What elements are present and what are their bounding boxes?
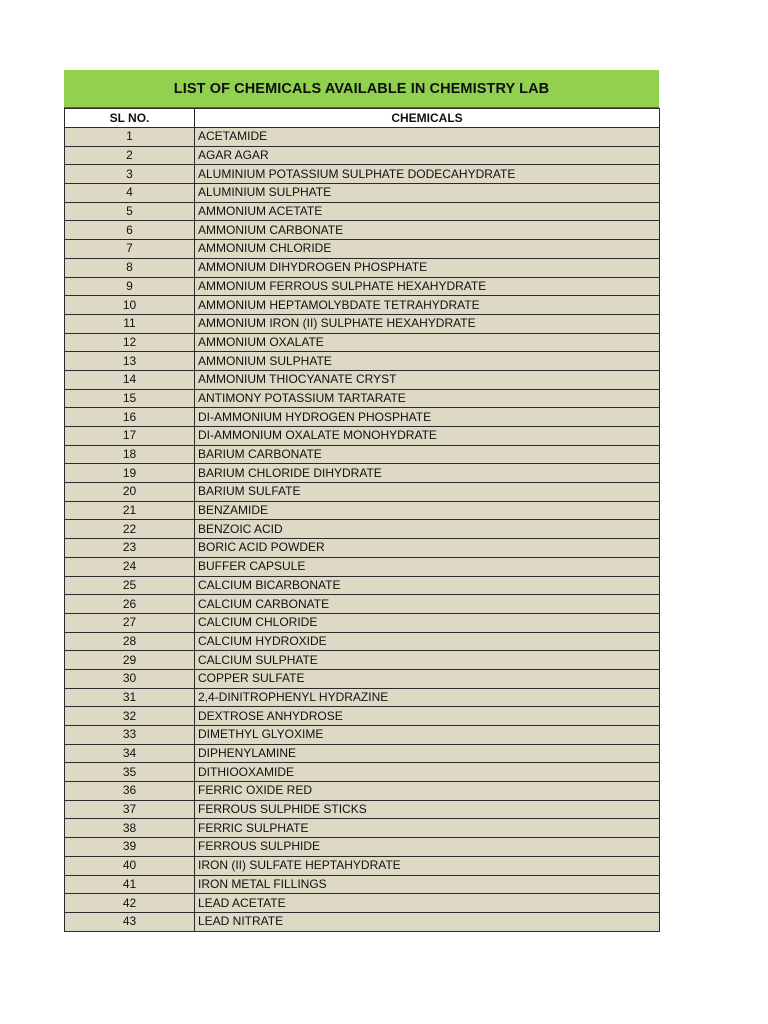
chemical-name-cell: CALCIUM CARBONATE (195, 595, 660, 614)
sl-no-cell: 3 (65, 165, 195, 184)
chemical-name-cell: AMMONIUM THIOCYANATE CRYST (195, 370, 660, 389)
sl-no-cell: 43 (65, 912, 195, 931)
table-body (65, 128, 660, 932)
sl-no-cell: 38 (65, 819, 195, 838)
chemical-name-cell: DITHIOOXAMIDE (195, 763, 660, 782)
table-row (65, 744, 660, 763)
chemical-name-cell: DI-AMMONIUM OXALATE MONOHYDRATE (195, 427, 660, 446)
chemical-name-cell: IRON (II) SULFATE HEPTAHYDRATE (195, 856, 660, 875)
chemical-name-cell: CALCIUM CHLORIDE (195, 613, 660, 632)
table-row (65, 595, 660, 614)
table-row (65, 258, 660, 277)
chemical-name-cell: BARIUM CHLORIDE DIHYDRATE (195, 464, 660, 483)
sl-no-cell: 22 (65, 520, 195, 539)
table-row (65, 856, 660, 875)
chemical-name-cell: DEXTROSE ANHYDROSE (195, 707, 660, 726)
sl-no-cell: 14 (65, 370, 195, 389)
table-row (65, 651, 660, 670)
table-row (65, 782, 660, 801)
table-row (65, 445, 660, 464)
table-row (65, 613, 660, 632)
chemical-name-cell: AMMONIUM HEPTAMOLYBDATE TETRAHYDRATE (195, 296, 660, 315)
chemical-name-cell: AGAR AGAR (195, 146, 660, 165)
sl-no-cell: 19 (65, 464, 195, 483)
sl-no-cell: 18 (65, 445, 195, 464)
table-row (65, 576, 660, 595)
chemical-name-cell: 2,4-DINITROPHENYL HYDRAZINE (195, 688, 660, 707)
chemical-name-cell: CALCIUM HYDROXIDE (195, 632, 660, 651)
sl-no-cell: 31 (65, 688, 195, 707)
sl-no-cell: 40 (65, 856, 195, 875)
sl-no-cell: 30 (65, 669, 195, 688)
sl-no-cell: 12 (65, 333, 195, 352)
sl-no-cell: 33 (65, 726, 195, 745)
chemical-name-cell: BARIUM SULFATE (195, 483, 660, 502)
table-row (65, 707, 660, 726)
sl-no-cell: 27 (65, 613, 195, 632)
chemical-name-cell: ALUMINIUM SULPHATE (195, 184, 660, 203)
chemical-name-cell: CALCIUM SULPHATE (195, 651, 660, 670)
table-row (65, 875, 660, 894)
table-row (65, 202, 660, 221)
table-row (65, 688, 660, 707)
chemical-name-cell: CALCIUM BICARBONATE (195, 576, 660, 595)
table-row (65, 128, 660, 147)
sl-no-cell: 28 (65, 632, 195, 651)
table-row (65, 726, 660, 745)
chemical-name-cell: LEAD NITRATE (195, 912, 660, 931)
table-row (65, 838, 660, 857)
sl-no-cell: 1 (65, 128, 195, 147)
chemical-name-cell: AMMONIUM FERROUS SULPHATE HEXAHYDRATE (195, 277, 660, 296)
sl-no-cell: 9 (65, 277, 195, 296)
column-header-chemicals: CHEMICALS (195, 109, 660, 128)
sl-no-cell: 11 (65, 314, 195, 333)
table-row (65, 539, 660, 558)
sl-no-cell: 6 (65, 221, 195, 240)
sl-no-cell: 13 (65, 352, 195, 371)
chemical-name-cell: ACETAMIDE (195, 128, 660, 147)
chemical-name-cell: AMMONIUM ACETATE (195, 202, 660, 221)
sl-no-cell: 17 (65, 427, 195, 446)
table-row (65, 277, 660, 296)
sl-no-cell: 26 (65, 595, 195, 614)
chemical-name-cell: ANTIMONY POTASSIUM TARTARATE (195, 389, 660, 408)
table-row (65, 912, 660, 931)
table-row (65, 557, 660, 576)
chemical-name-cell: LEAD ACETATE (195, 894, 660, 913)
sl-no-cell: 5 (65, 202, 195, 221)
chemicals-table (64, 108, 660, 932)
chemical-name-cell: FERROUS SULPHIDE STICKS (195, 800, 660, 819)
table-row (65, 408, 660, 427)
chemical-name-cell: ALUMINIUM POTASSIUM SULPHATE DODECAHYDRATE (195, 165, 660, 184)
table-row (65, 763, 660, 782)
table-row (65, 501, 660, 520)
chemical-name-cell: AMMONIUM CHLORIDE (195, 240, 660, 259)
chemical-name-cell: IRON METAL FILLINGS (195, 875, 660, 894)
table-row (65, 333, 660, 352)
table-row (65, 464, 660, 483)
chemical-name-cell: DIPHENYLAMINE (195, 744, 660, 763)
table-row (65, 483, 660, 502)
sl-no-cell: 7 (65, 240, 195, 259)
chemical-name-cell: AMMONIUM OXALATE (195, 333, 660, 352)
table-row (65, 165, 660, 184)
table-row (65, 352, 660, 371)
sl-no-cell: 39 (65, 838, 195, 857)
chemical-name-cell: DIMETHYL GLYOXIME (195, 726, 660, 745)
chemical-name-cell: DI-AMMONIUM HYDROGEN PHOSPHATE (195, 408, 660, 427)
sl-no-cell: 8 (65, 258, 195, 277)
chemical-name-cell: AMMONIUM SULPHATE (195, 352, 660, 371)
sl-no-cell: 42 (65, 894, 195, 913)
sl-no-cell: 2 (65, 146, 195, 165)
sl-no-cell: 35 (65, 763, 195, 782)
chemical-name-cell: COPPER SULFATE (195, 669, 660, 688)
table-row (65, 314, 660, 333)
chemical-name-cell: FERRIC SULPHATE (195, 819, 660, 838)
table-row (65, 370, 660, 389)
table-row (65, 389, 660, 408)
chemical-name-cell: BENZOIC ACID (195, 520, 660, 539)
sheet-title: LIST OF CHEMICALS AVAILABLE IN CHEMISTRY LAB (64, 70, 659, 108)
table-row (65, 184, 660, 203)
sl-no-cell: 24 (65, 557, 195, 576)
table-row (65, 240, 660, 259)
sl-no-cell: 36 (65, 782, 195, 801)
table-header-row (65, 109, 660, 128)
sl-no-cell: 37 (65, 800, 195, 819)
chemicals-sheet (64, 70, 659, 932)
sl-no-cell: 4 (65, 184, 195, 203)
chemical-name-cell: BORIC ACID POWDER (195, 539, 660, 558)
table-row (65, 669, 660, 688)
column-header-sl-no: SL NO. (65, 109, 195, 128)
table-row (65, 819, 660, 838)
chemical-name-cell: FERRIC OXIDE RED (195, 782, 660, 801)
sl-no-cell: 29 (65, 651, 195, 670)
table-row (65, 894, 660, 913)
chemical-name-cell: BUFFER CAPSULE (195, 557, 660, 576)
table-row (65, 221, 660, 240)
sl-no-cell: 21 (65, 501, 195, 520)
chemical-name-cell: AMMONIUM IRON (II) SULPHATE HEXAHYDRATE (195, 314, 660, 333)
sl-no-cell: 41 (65, 875, 195, 894)
table-row (65, 427, 660, 446)
sl-no-cell: 20 (65, 483, 195, 502)
sl-no-cell: 15 (65, 389, 195, 408)
sl-no-cell: 16 (65, 408, 195, 427)
sl-no-cell: 10 (65, 296, 195, 315)
chemical-name-cell: BARIUM CARBONATE (195, 445, 660, 464)
table-row (65, 632, 660, 651)
chemical-name-cell: AMMONIUM CARBONATE (195, 221, 660, 240)
sl-no-cell: 25 (65, 576, 195, 595)
chemical-name-cell: BENZAMIDE (195, 501, 660, 520)
table-row (65, 146, 660, 165)
table-row (65, 800, 660, 819)
sl-no-cell: 34 (65, 744, 195, 763)
chemical-name-cell: FERROUS SULPHIDE (195, 838, 660, 857)
table-row (65, 296, 660, 315)
sl-no-cell: 23 (65, 539, 195, 558)
sl-no-cell: 32 (65, 707, 195, 726)
chemical-name-cell: AMMONIUM DIHYDROGEN PHOSPHATE (195, 258, 660, 277)
table-row (65, 520, 660, 539)
